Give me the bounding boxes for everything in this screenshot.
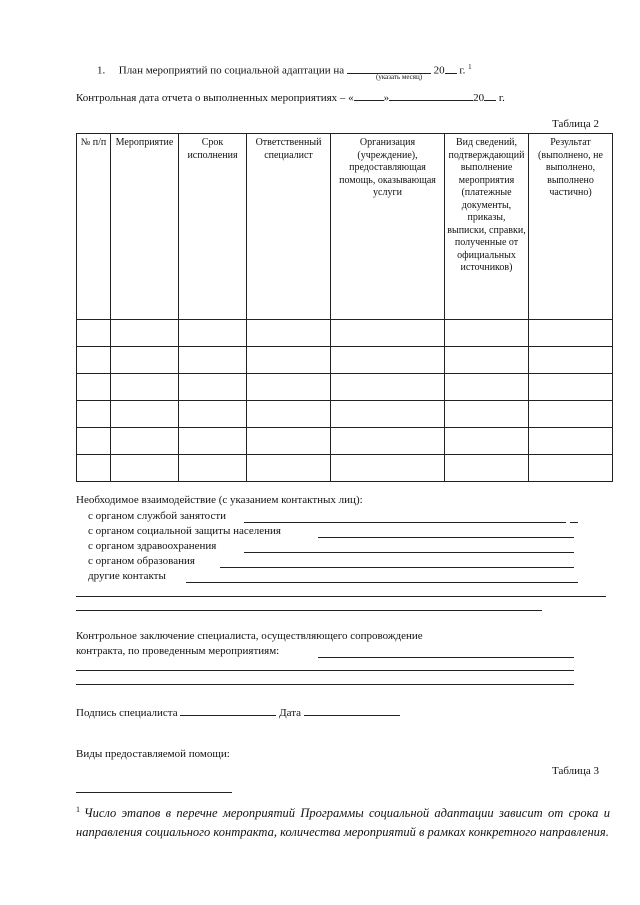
control-date-text: Контрольная дата отчета о выполненных мероприятиях – « <box>76 92 354 104</box>
interaction-field-other[interactable] <box>186 582 578 583</box>
header-number: № п/п <box>77 134 111 320</box>
conclusion-field-3[interactable] <box>76 684 574 685</box>
conclusion-line-1: Контрольное заключение специалиста, осуществляющего сопровождение <box>76 630 423 642</box>
cell-evidence-type[interactable] <box>445 401 529 428</box>
conclusion-line-2: контракта, по проведенным мероприятиям: <box>76 645 280 657</box>
cell-deadline[interactable] <box>179 320 247 347</box>
cell-organization[interactable] <box>331 320 445 347</box>
header-organization: Организация (учреждение), предоставляющая помощь, оказывающая услуги <box>331 134 445 320</box>
cell-evidence-type[interactable] <box>445 374 529 401</box>
interaction-extra-line-2[interactable] <box>76 610 542 611</box>
signature-field[interactable] <box>180 705 276 716</box>
cell-activity[interactable] <box>111 455 179 482</box>
cell-organization[interactable] <box>331 455 445 482</box>
cell-responsible[interactable] <box>247 428 331 455</box>
cell-number[interactable] <box>77 320 111 347</box>
conclusion-field-1[interactable] <box>318 657 574 658</box>
control-date-line <box>76 90 505 105</box>
plan-year-field[interactable] <box>445 63 457 74</box>
cell-evidence-type[interactable] <box>445 347 529 374</box>
interaction-field-education[interactable] <box>220 567 574 568</box>
cell-responsible[interactable] <box>247 347 331 374</box>
table-row <box>77 320 613 347</box>
cell-number[interactable] <box>77 428 111 455</box>
footnote-separator <box>76 792 232 793</box>
cell-deadline[interactable] <box>179 347 247 374</box>
cell-deadline[interactable] <box>179 374 247 401</box>
plan-year-prefix: 20 <box>433 64 445 77</box>
header-responsible: Ответственный специалист <box>247 134 331 320</box>
cell-organization[interactable] <box>331 428 445 455</box>
cell-organization[interactable] <box>331 401 445 428</box>
plan-year-suffix: г. <box>459 64 466 77</box>
control-date-day-field[interactable] <box>354 90 384 101</box>
cell-deadline[interactable] <box>179 428 247 455</box>
cell-evidence-type[interactable] <box>445 320 529 347</box>
cell-activity[interactable] <box>111 428 179 455</box>
header-activity: Мероприятие <box>111 134 179 320</box>
header-evidence-type: Вид сведений, подтверждающий выполнение мероприятия (платежные документы, приказы, выписки, справки, полученные от официальных источников) <box>445 134 529 320</box>
signature-date-field[interactable] <box>304 705 400 716</box>
cell-responsible[interactable] <box>247 374 331 401</box>
cell-activity[interactable] <box>111 374 179 401</box>
activities-table <box>76 133 613 482</box>
interaction-item: с органом здравоохранения <box>88 540 217 552</box>
cell-number[interactable] <box>77 455 111 482</box>
conclusion-field-2[interactable] <box>76 670 574 671</box>
interaction-item: с органом службой занятости <box>88 510 227 522</box>
control-date-year-suffix: г. <box>498 92 505 104</box>
footnote-mark: 1 <box>76 805 80 814</box>
cell-responsible[interactable] <box>247 320 331 347</box>
interaction-field-employment-tail <box>570 522 578 523</box>
cell-deadline[interactable] <box>179 455 247 482</box>
control-date-month-field[interactable] <box>389 90 473 101</box>
table2-caption: Таблица 2 <box>552 118 600 130</box>
table-row <box>77 347 613 374</box>
cell-activity[interactable] <box>111 401 179 428</box>
cell-number[interactable] <box>77 401 111 428</box>
cell-number[interactable] <box>77 347 111 374</box>
interaction-extra-line-1[interactable] <box>76 596 606 597</box>
interaction-title: Необходимое взаимодействие (с указанием контактных лиц): <box>76 494 363 506</box>
header-deadline: Срок исполнения <box>179 134 247 320</box>
table-row <box>77 374 613 401</box>
footnote <box>76 800 610 842</box>
plan-month-field[interactable] <box>347 63 431 74</box>
header-result: Результат (выполнено, не выполнено, выполнено частично) <box>529 134 613 320</box>
control-date-year-prefix: 20 <box>473 92 485 104</box>
control-date-mid: » <box>383 92 390 104</box>
interaction-item: с органом образования <box>88 555 195 567</box>
interaction-field-employment[interactable] <box>244 522 566 523</box>
cell-activity[interactable] <box>111 347 179 374</box>
control-date-year-field[interactable] <box>484 90 496 101</box>
cell-result[interactable] <box>529 374 613 401</box>
table3-caption: Таблица 3 <box>552 765 600 777</box>
cell-deadline[interactable] <box>179 401 247 428</box>
plan-text: План мероприятий по социальной адаптации на <box>118 64 345 77</box>
cell-result[interactable] <box>529 320 613 347</box>
cell-responsible[interactable] <box>247 401 331 428</box>
cell-organization[interactable] <box>331 347 445 374</box>
interaction-item: другие контакты <box>88 570 166 582</box>
table-header-row <box>77 134 613 320</box>
cell-evidence-type[interactable] <box>445 455 529 482</box>
interaction-field-social-protection[interactable] <box>318 537 574 538</box>
footnote-text: Число этапов в перечне мероприятий Программы социальной адаптации зависит от срока и направления социального контракта, количества мероприятий в рамках конкретного направления. <box>76 806 610 840</box>
cell-responsible[interactable] <box>247 455 331 482</box>
table-row <box>77 401 613 428</box>
cell-result[interactable] <box>529 401 613 428</box>
interaction-item: с органом социальной защиты населения <box>88 525 281 537</box>
cell-activity[interactable] <box>111 320 179 347</box>
table-row <box>77 428 613 455</box>
cell-number[interactable] <box>77 374 111 401</box>
interaction-field-healthcare[interactable] <box>244 552 574 553</box>
cell-result[interactable] <box>529 428 613 455</box>
cell-organization[interactable] <box>331 374 445 401</box>
assistance-label: Виды предоставляемой помощи: <box>76 748 230 760</box>
plan-number: 1. <box>97 64 106 77</box>
plan-footnote-ref: 1 <box>468 63 472 71</box>
table-row <box>77 455 613 482</box>
plan-month-hint: (указать месяц) <box>376 73 423 81</box>
cell-result[interactable] <box>529 455 613 482</box>
cell-evidence-type[interactable] <box>445 428 529 455</box>
cell-result[interactable] <box>529 347 613 374</box>
signature-label: Подпись специалиста <box>76 707 178 719</box>
signature-date-label: Дата <box>279 707 302 719</box>
signature-line <box>76 705 400 720</box>
